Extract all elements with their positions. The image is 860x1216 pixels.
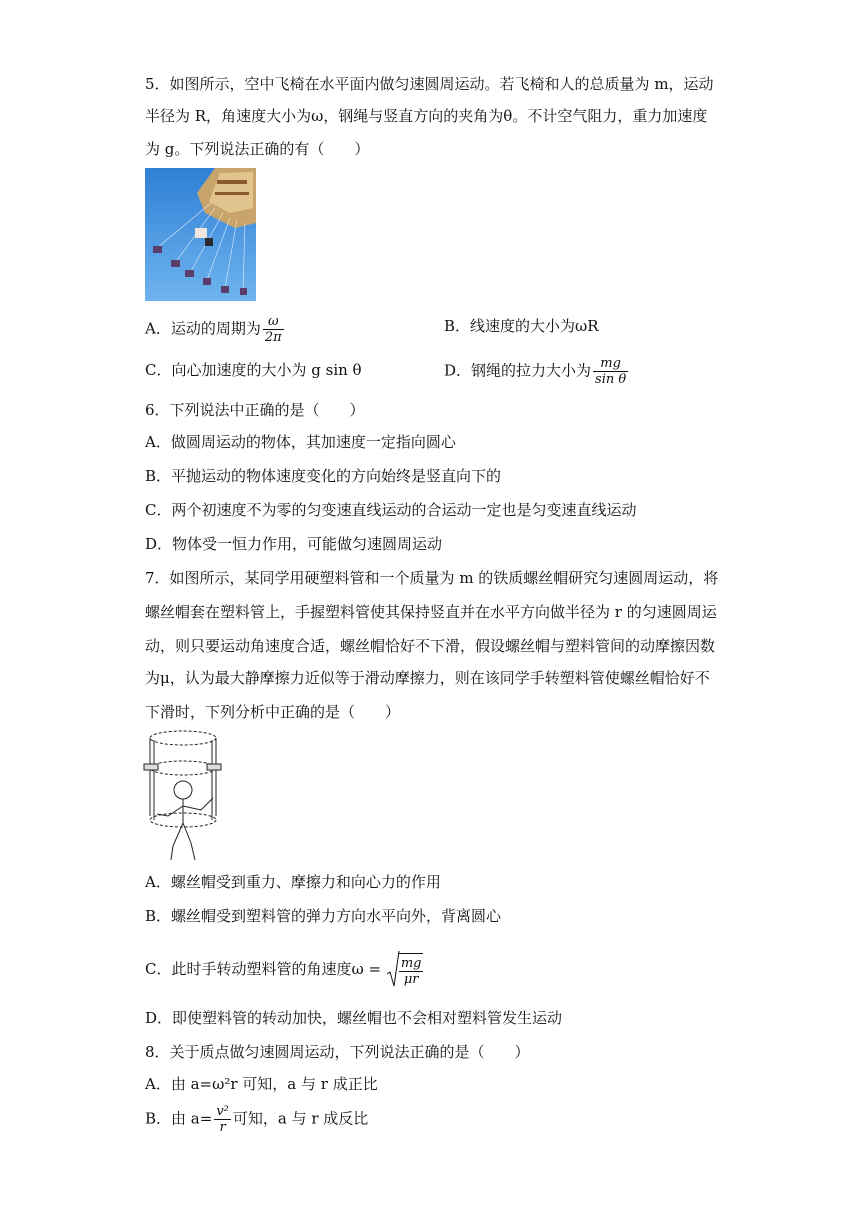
- fraction-denominator: r: [214, 1119, 231, 1135]
- fraction-numerator: mg: [400, 956, 422, 971]
- q8-option-b-suffix: 可知，a 与 r 成反比: [232, 1109, 369, 1128]
- q7-option-d: D．即使塑料管的转动加快，螺丝帽也不会相对塑料管发生运动: [145, 1009, 563, 1027]
- q5-stem-line2: 半径为 R，角速度大小为ω，钢绳与竖直方向的夹角为θ。不计空气阻力，重力加速度: [145, 107, 708, 125]
- q8-stem: 8．关于质点做匀速圆周运动，下列说法正确的是（ ）: [145, 1043, 530, 1061]
- q7-option-c-label: C．此时手转动塑料管的角速度ω =: [145, 960, 382, 978]
- q6-stem: 6．下列说法中正确的是（ ）: [145, 401, 365, 419]
- fraction-numerator: v²: [216, 1104, 229, 1119]
- q7-option-c-fraction: [399, 953, 424, 987]
- q7-stem-line4: 为μ，认为最大静摩擦力近似等于滑动摩擦力，则在该同学手转塑料管使螺丝帽恰好不: [145, 669, 710, 687]
- q8-option-b: [145, 1104, 368, 1135]
- fraction-denominator: sin θ: [595, 372, 627, 387]
- q6-option-d: D．物体受一恒力作用，可能做匀速圆周运动: [145, 535, 443, 553]
- q7-stem-line5: 下滑时，下列分析中正确的是（ ）: [145, 703, 401, 721]
- q6-option-c: C．两个初速度不为零的匀变速直线运动的合运动一定也是匀变速直线运动: [145, 501, 637, 519]
- q8-option-a: A．由 a=ω²r 可知，a 与 r 成正比: [145, 1075, 378, 1093]
- q5-option-a-label: A．运动的周期为: [145, 319, 261, 338]
- radical-sign-icon: [386, 950, 400, 990]
- q5-option-a-fraction: [263, 314, 284, 345]
- q6-option-a: A．做圆周运动的物体，其加速度一定指向圆心: [145, 433, 456, 451]
- q7-stem-line3: 动，则只要运动角速度合适，螺丝帽恰好不下滑，假设螺丝帽与塑料管间的动摩擦因数: [145, 637, 716, 655]
- q7-stem-line1: 7．如图所示，某同学用硬塑料管和一个质量为 m 的铁质螺丝帽研究匀速圆周运动，将: [145, 569, 719, 587]
- q5-stem-line1: 5．如图所示，空中飞椅在水平面内做匀速圆周运动。若飞椅和人的总质量为 m，运动: [145, 75, 714, 93]
- q5-option-d: [444, 356, 630, 387]
- q5-option-c: C．向心加速度的大小为 g sin θ: [145, 361, 362, 379]
- q7-stem-line2: 螺丝帽套在塑料管上，手握塑料管使其保持竖直并在水平方向做半径为 r 的匀速圆周运: [145, 603, 717, 621]
- q7-option-b: B．螺丝帽受到塑料管的弹力方向水平向外，背离圆心: [145, 907, 502, 925]
- q8-option-b-fraction: [214, 1104, 231, 1135]
- q5-option-a: [145, 314, 286, 345]
- q5-stem-line3: 为 g。下列说法正确的有（ ）: [145, 140, 370, 158]
- q6-option-b: B．平抛运动的物体速度变化的方向始终是竖直向下的: [145, 467, 502, 485]
- swing-ride-photo: [145, 168, 256, 301]
- q5-option-b: B．线速度的大小为ωR: [444, 317, 599, 335]
- q7-option-a: A．螺丝帽受到重力、摩擦力和向心力的作用: [145, 873, 441, 891]
- q5-option-d-label: D．钢绳的拉力大小为: [444, 361, 592, 380]
- square-root-expression: [386, 950, 426, 990]
- fraction-denominator: μr: [399, 971, 424, 987]
- plastic-tube-diagram: [143, 728, 223, 866]
- q5-option-d-fraction: [593, 356, 628, 387]
- q8-option-b-label: B．由 a=: [145, 1109, 213, 1128]
- fraction-numerator: mg: [600, 356, 621, 371]
- fraction-numerator: ω: [267, 314, 279, 329]
- fraction-denominator: 2π: [264, 330, 282, 345]
- q7-option-c: [145, 950, 425, 990]
